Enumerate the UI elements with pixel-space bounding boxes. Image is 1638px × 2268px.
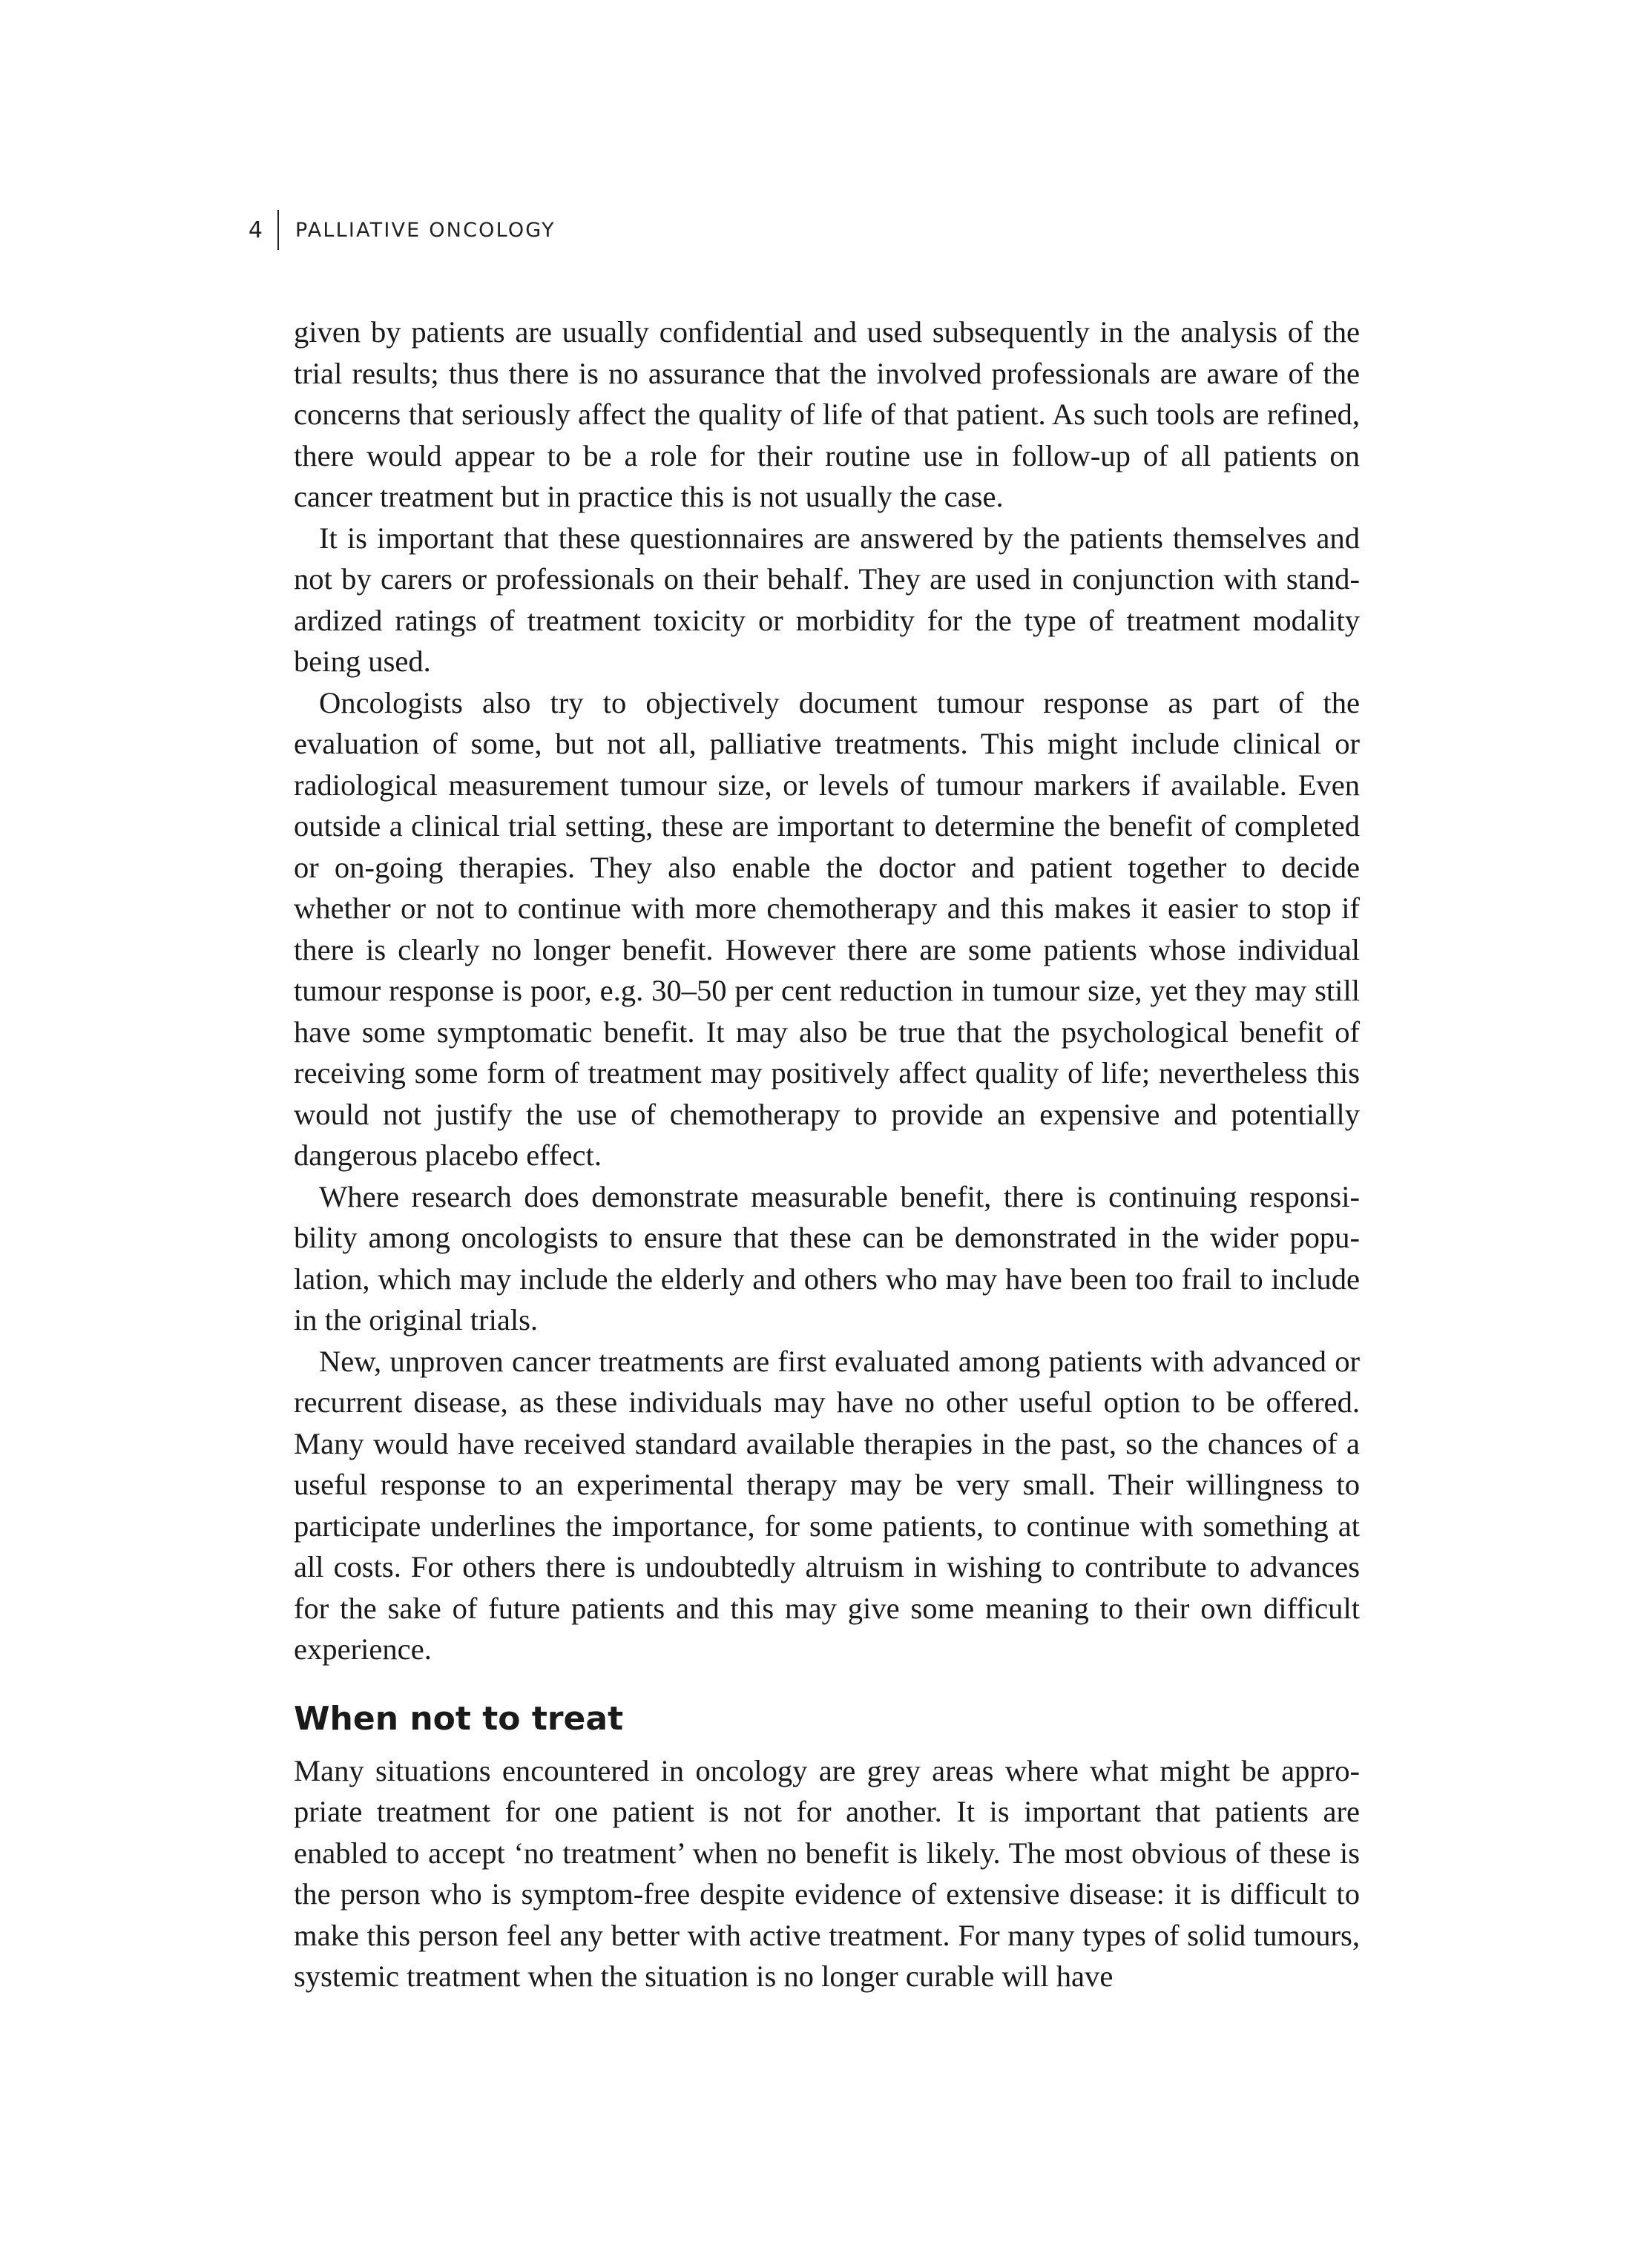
running-head-title: PALLIATIVE ONCOLOGY <box>295 218 556 242</box>
paragraph-when-not-to-treat: Many situations encountered in oncology are grey areas where what might be appropriate treatment for one patient is not for another. It is important that patients are enabled to accept ‘no treatment’ when no benefit is likely. The most obvious of these is the person who is symptom-free despite evidence of extensive disease: it is difficult to make this person feel any better with active treatment. For many types of solid tumours, systemic treatment when the situation is no longer curable will have <box>294 1753 1360 1993</box>
paragraph-continued: given by patients are usually confidential and used subsequently in the analysis of the trial results; thus there is no assurance that the involved professionals are aware of the concerns that seriously affect the quality of life of that patient. As such tools are refined, there would appear to be a role for their routine use in follow-up of all patients on cancer treatment but in practice this is not usually the case. <box>294 315 1360 513</box>
page-number: 4 <box>248 217 263 243</box>
section-heading: When not to treat <box>294 1699 624 1738</box>
paragraph-unproven-treatments: New, unproven cancer treatments are first evaluated among patients with advanced or recurrent disease, as these individuals may have no other useful option to be offered. Many would have received standard available therapies in the past, so the chances of a useful response to an experimental therapy may be very small. Their willingness to participate underlines the importance, for some patients, to continue with something at all costs. For others there is undoubtedly altruism in wishing to contribute to advances for the sake of future patients and this may give some meaning to their own difficult experience. <box>294 1344 1360 1666</box>
paragraph-questionnaires: It is important that these questionnaires are answered by the patients themselves and not by carers or professionals on their behalf. They are used in conjunction with standardized ratings of treatment toxicity or morbidity for the type of treatment modality being used. <box>294 521 1360 678</box>
running-head <box>242 209 556 251</box>
running-head-divider <box>277 210 279 250</box>
body-text <box>294 311 1360 1997</box>
paragraph-tumour-response: Oncologists also try to objectively document tumour response as part of the evaluation of some, but not all, palliative treatments. This might include clinical or radiological measurement tumour size, or levels of tumour markers if available. Even outside a clinical trial setting, these are important to determine the benefit of completed or on-going therapies. They also enable the doctor and patient together to decide whether or not to continue with more chemotherapy and this makes it easier to stop if there is clearly no longer benefit. However there are some patients whose individual tumour response is poor, e.g. 30–50 per cent reduction in tumour size, yet they may still have some symptomatic benefit. It may also be true that the psychological benefit of receiving some form of treatment may positively affect quality of life; nevertheless this would not justify the use of chemotherapy to provide an expensive and potentially dangerous placebo effect. <box>294 685 1360 1172</box>
paragraph-research-benefit: Where research does demonstrate measurable benefit, there is continuing responsibility among oncologists to ensure that these can be demonstrated in the wider population, which may include the elderly and others who may have been too frail to include in the original trials. <box>294 1179 1360 1336</box>
